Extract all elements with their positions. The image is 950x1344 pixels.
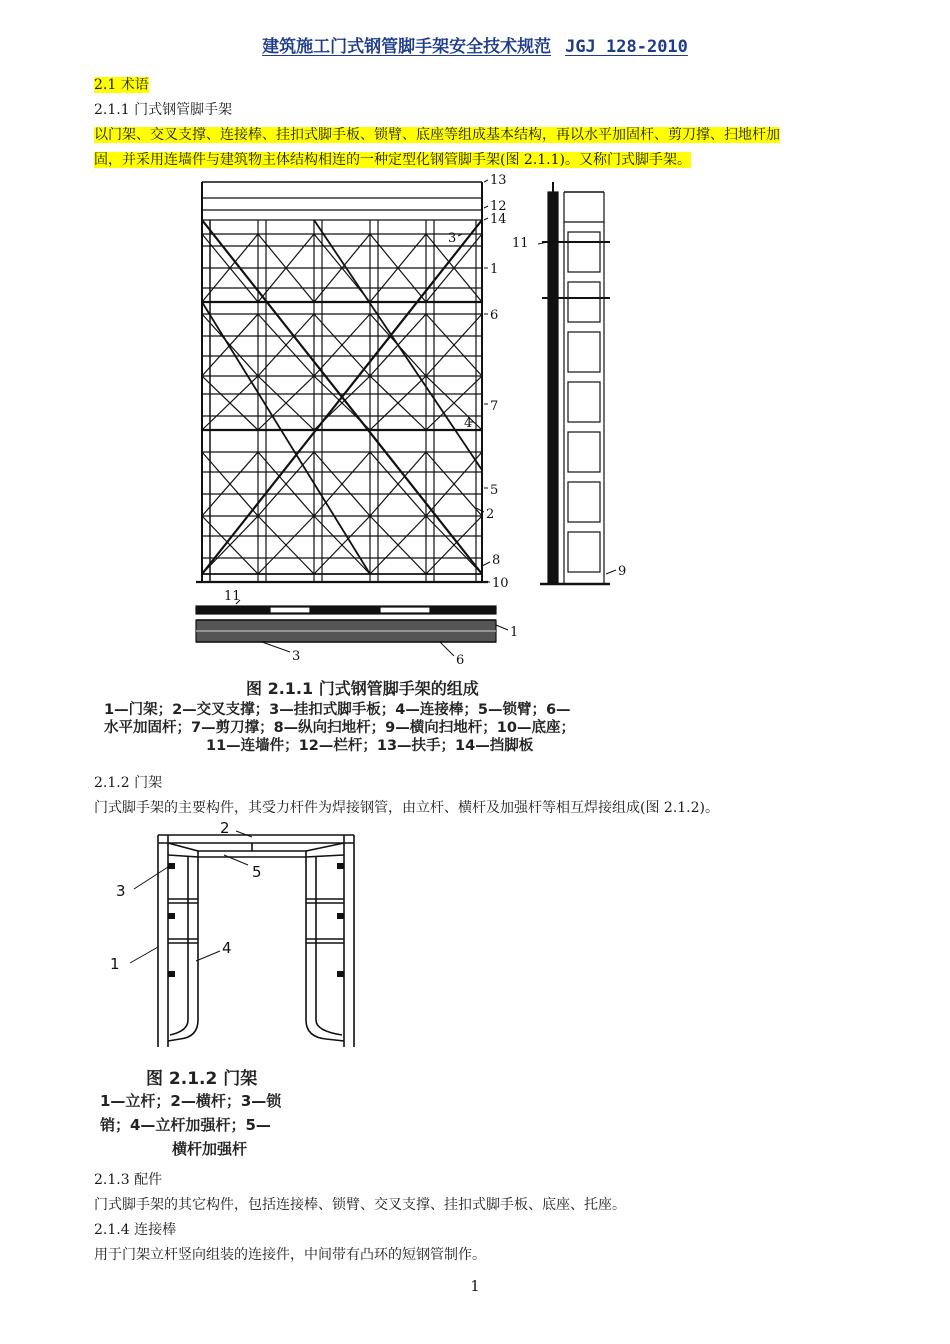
section-heading-2-1-4: 2.1.4 连接棒 bbox=[94, 1222, 177, 1238]
section-2-1-4-body: 用于门架立杆竖向组装的连接件，中间带有凸环的短钢管制作。 bbox=[94, 1247, 486, 1263]
section-2-1-1-body-line1: 以门架、交叉支撑、连接棒、挂扣式脚手板、锁臂、底座等组成基本结构，再以水平加固杆、剪刀撑、扫地杆加 bbox=[94, 127, 780, 143]
fig2-label-4: 4 bbox=[222, 939, 232, 957]
figure-2-1-1-legend-line3: 11—连墙件；12—栏杆；13—扶手；14—挡脚板 bbox=[206, 738, 534, 754]
fig2-label-2: 2 bbox=[220, 819, 230, 837]
section-heading-2-1-3: 2.1.3 配件 bbox=[94, 1172, 163, 1188]
fig1-label-5: 5 bbox=[490, 483, 499, 498]
fig1-label-12: 12 bbox=[490, 199, 507, 214]
fig1-label-9: 9 bbox=[618, 564, 627, 579]
page-number: 1 bbox=[470, 1277, 480, 1295]
fig1-label-4: 4 bbox=[464, 416, 473, 431]
fig1-label-10: 10 bbox=[492, 576, 509, 591]
fig1-label-3-plan: 3 bbox=[292, 649, 301, 664]
section-heading-2-1-1: 2.1.1 门式钢管脚手架 bbox=[94, 102, 233, 118]
section-2-1-2-body: 门式脚手架的主要构件，其受力杆件为焊接钢管，由立杆、横杆及加强杆等相互焊接组成(图 2.1.2)。 bbox=[94, 800, 719, 816]
fig2-label-1: 1 bbox=[110, 955, 120, 973]
fig2-label-3: 3 bbox=[116, 882, 126, 900]
section-2-1-3-body: 门式脚手架的其它构件，包括连接棒、锁臂、交叉支撑、挂扣式脚手板、底座、托座。 bbox=[94, 1197, 626, 1213]
fig1-label-7: 7 bbox=[490, 399, 499, 414]
section-heading-2-1-2: 2.1.2 门架 bbox=[94, 775, 163, 791]
fig1-label-2: 2 bbox=[486, 507, 495, 522]
figure-2-1-1-legend-line1: 1—门架；2—交叉支撑；3—挂扣式脚手板；4—连接棒；5—锁臂；6— bbox=[104, 702, 571, 718]
fig1-label-11: 11 bbox=[512, 236, 529, 251]
page-header bbox=[0, 32, 950, 57]
fig1-label-11-plan: 11 bbox=[224, 589, 241, 604]
section-heading-2-1: 2.1 术语 bbox=[94, 77, 149, 93]
figure-2-1-1-drawing bbox=[180, 170, 650, 670]
fig1-label-14: 14 bbox=[490, 212, 507, 227]
fig1-label-3: 3 bbox=[448, 231, 457, 246]
figure-2-1-2-legend-line2: 销；4—立杆加强杆；5— bbox=[100, 1116, 271, 1134]
header-title: 建筑施工门式钢管脚手架安全技术规范 bbox=[262, 37, 552, 57]
figure-2-1-2-drawing bbox=[100, 815, 380, 1060]
fig1-label-6-plan: 6 bbox=[456, 653, 465, 668]
header-code: JGJ 128-2010 bbox=[565, 37, 688, 57]
fig2-label-5: 5 bbox=[252, 863, 262, 881]
fig1-label-1: 1 bbox=[490, 262, 499, 277]
figure-2-1-2-title: 图 2.1.2 门架 bbox=[146, 1069, 258, 1089]
fig1-label-6: 6 bbox=[490, 308, 499, 323]
figure-2-1-2-legend-line1: 1—立杆；2—横杆；3—锁 bbox=[100, 1092, 282, 1110]
fig1-label-13: 13 bbox=[490, 173, 507, 188]
figure-2-1-1-legend-line2: 水平加固杆；7—剪刀撑；8—纵向扫地杆；9—横向扫地杆；10—底座； bbox=[104, 720, 575, 736]
figure-2-1-2-legend-line3: 横杆加强杆 bbox=[172, 1140, 248, 1158]
fig1-label-8: 8 bbox=[492, 553, 501, 568]
section-2-1-1-body-line2: 固，并采用连墙件与建筑物主体结构相连的一种定型化钢管脚手架(图 2.1.1)。又称门式脚手架。 bbox=[94, 152, 691, 168]
fig1-label-1-plan: 1 bbox=[510, 625, 519, 640]
figure-2-1-1-title: 图 2.1.1 门式钢管脚手架的组成 bbox=[246, 679, 479, 698]
